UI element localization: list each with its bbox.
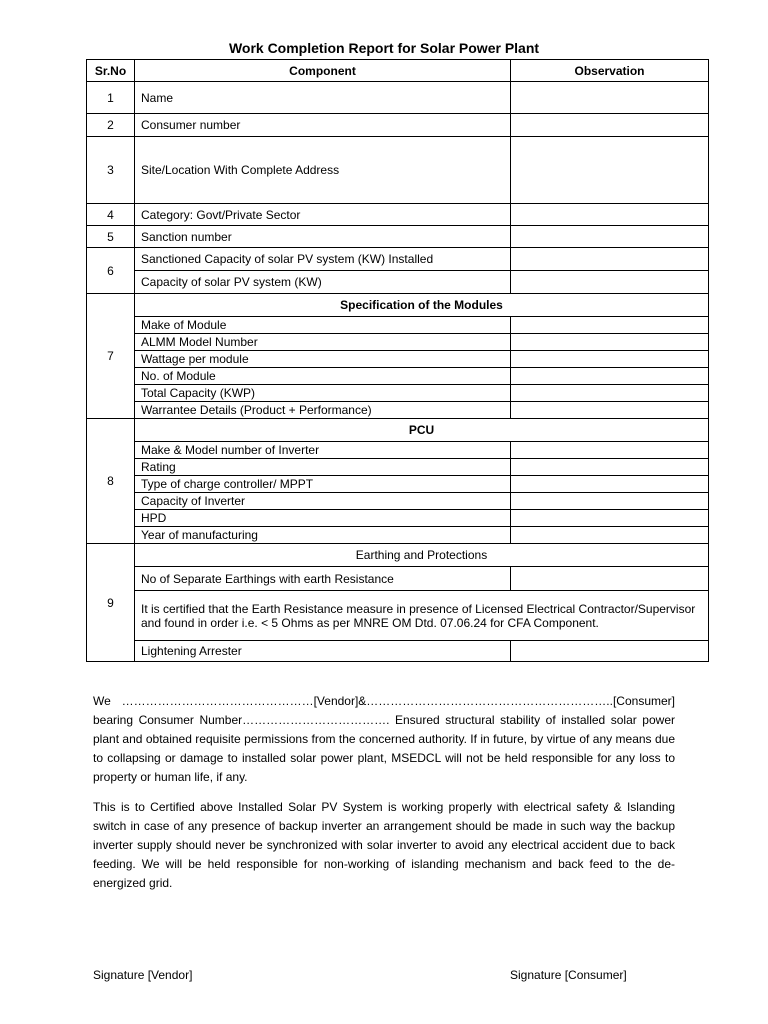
observation-cell[interactable] <box>511 510 709 527</box>
signature-consumer: Signature [Consumer] <box>510 968 627 982</box>
row-number: 1 <box>87 82 135 114</box>
table-row <box>87 544 709 567</box>
observation-cell[interactable] <box>511 334 709 351</box>
row-number: 5 <box>87 226 135 248</box>
table-row <box>87 82 709 114</box>
table-row <box>87 248 709 271</box>
component-label: Sanction number <box>135 226 511 248</box>
table-row <box>87 527 709 544</box>
table-row <box>87 351 709 368</box>
component-label: Name <box>135 82 511 114</box>
component-label: No. of Module <box>135 368 511 385</box>
observation-cell[interactable] <box>511 271 709 294</box>
header-sr-no: Sr.No <box>87 60 135 82</box>
signature-vendor: Signature [Vendor] <box>93 968 193 982</box>
component-label: Sanctioned Capacity of solar PV system (KW) Installed <box>135 248 511 271</box>
component-label: Lightening Arrester <box>135 641 511 662</box>
row-number: 8 <box>87 419 135 544</box>
table-row <box>87 442 709 459</box>
table-header-row <box>87 60 709 82</box>
table-row <box>87 476 709 493</box>
observation-cell[interactable] <box>511 248 709 271</box>
observation-cell[interactable] <box>511 567 709 591</box>
observation-cell[interactable] <box>511 459 709 476</box>
component-label: Capacity of Inverter <box>135 493 511 510</box>
table-row <box>87 114 709 137</box>
observation-cell[interactable] <box>511 442 709 459</box>
section-heading: PCU <box>135 419 709 442</box>
row-number: 7 <box>87 294 135 419</box>
component-label: Year of manufacturing <box>135 527 511 544</box>
component-label: Make & Model number of Inverter <box>135 442 511 459</box>
component-label: Site/Location With Complete Address <box>135 137 511 204</box>
component-label: Total Capacity (KWP) <box>135 385 511 402</box>
component-label: Make of Module <box>135 317 511 334</box>
table-row <box>87 226 709 248</box>
certification-paragraph: This is to Certified above Installed Solar PV System is working properly with electrical safety & Islanding switch in case of any presence of backup inverter an arrangement should be made in such way the backup inverter supply should never be synchronized with solar inverter to avoid any electrical accident due to back feeding. We will be held responsible for non-working of islanding mechanism and back feed to the de-energized grid. <box>93 800 675 890</box>
section-heading: Specification of the Modules <box>135 294 709 317</box>
table-row <box>87 493 709 510</box>
observation-cell[interactable] <box>511 226 709 248</box>
section-heading: Earthing and Protections <box>135 544 709 567</box>
table-row <box>87 368 709 385</box>
table-row <box>87 641 709 662</box>
component-label: ALMM Model Number <box>135 334 511 351</box>
component-label: Capacity of solar PV system (KW) <box>135 271 511 294</box>
table-row <box>87 317 709 334</box>
component-label: No of Separate Earthings with earth Resistance <box>135 567 511 591</box>
observation-cell[interactable] <box>511 527 709 544</box>
observation-cell[interactable] <box>511 137 709 204</box>
declaration-paragraph: We …………………………………………[Vendor]&……………………………………………………..[Consumer] bearing Consumer Number………………………………. Ensured structural stability of installed solar power plant and obtained requisite permissions from the concerned authority. If in future, by virtue of any means due to collapsing or damage to installed solar power plant, MSEDCL will not be held responsible for any loss to property or human life, if any. <box>93 694 675 784</box>
table-row <box>87 510 709 527</box>
row-number: 2 <box>87 114 135 137</box>
table-row <box>87 402 709 419</box>
row-number: 3 <box>87 137 135 204</box>
component-label: Rating <box>135 459 511 476</box>
observation-cell[interactable] <box>511 402 709 419</box>
report-table <box>86 59 709 662</box>
row-number: 6 <box>87 248 135 294</box>
header-observation: Observation <box>511 60 709 82</box>
observation-cell[interactable] <box>511 641 709 662</box>
row-number: 4 <box>87 204 135 226</box>
observation-cell[interactable] <box>511 351 709 368</box>
table-row <box>87 271 709 294</box>
component-label: Type of charge controller/ MPPT <box>135 476 511 493</box>
observation-cell[interactable] <box>511 368 709 385</box>
table-row <box>87 294 709 317</box>
observation-cell[interactable] <box>511 317 709 334</box>
observation-cell[interactable] <box>511 493 709 510</box>
table-row <box>87 385 709 402</box>
observation-cell[interactable] <box>511 82 709 114</box>
observation-cell[interactable] <box>511 204 709 226</box>
table-row <box>87 591 709 641</box>
observation-cell[interactable] <box>511 476 709 493</box>
table-row <box>87 204 709 226</box>
table-row <box>87 334 709 351</box>
row-number: 9 <box>87 544 135 662</box>
component-label: Wattage per module <box>135 351 511 368</box>
component-label: Consumer number <box>135 114 511 137</box>
component-label: Category: Govt/Private Sector <box>135 204 511 226</box>
page-title: Work Completion Report for Solar Power Plant <box>228 40 540 56</box>
header-component: Component <box>135 60 511 82</box>
table-row <box>87 459 709 476</box>
component-label: HPD <box>135 510 511 527</box>
table-row <box>87 567 709 591</box>
observation-cell[interactable] <box>511 385 709 402</box>
component-label: Warrantee Details (Product + Performance) <box>135 402 511 419</box>
certification-text: It is certified that the Earth Resistance measure in presence of Licensed Electrical Contractor/Supervisor and found in order i.e. < 5 Ohms as per MNRE OM Dtd. 07.06.24 for CFA Component. <box>135 591 709 641</box>
observation-cell[interactable] <box>511 114 709 137</box>
table-row <box>87 137 709 204</box>
table-row <box>87 419 709 442</box>
